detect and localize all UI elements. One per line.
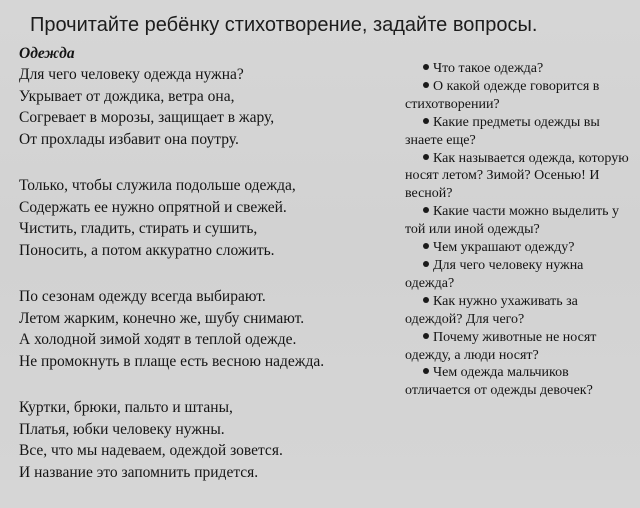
poem-line: И название это запомнить придется. xyxy=(19,463,259,481)
poem-line: Не промокнуть в плаще есть весною надежда. xyxy=(19,352,325,370)
page-heading: Прочитайте ребёнку стихотворение, задайте вопросы. xyxy=(30,14,538,36)
question-item xyxy=(405,257,633,293)
bullet-icon xyxy=(423,82,429,88)
poem-line: Все, что мы надеваем, одеждой зовется. xyxy=(19,442,283,459)
question-item xyxy=(405,60,633,78)
question-item xyxy=(405,239,633,257)
poem-line: Только, чтобы служила подольше одежда, xyxy=(19,177,296,194)
poem-line: Летом жарким, конечно же, шубу снимают. xyxy=(19,309,305,327)
poem-stanza-2 xyxy=(19,175,399,261)
poem-title: Одежда xyxy=(19,45,75,62)
question-text: Как называется одежда, которую носят летом? Зимой? Осенью! И весной? xyxy=(405,150,629,202)
poem-line: Поносить, а потом аккуратно сложить. xyxy=(19,241,275,259)
bullet-icon xyxy=(423,333,429,339)
bullet-icon xyxy=(423,261,429,267)
question-item xyxy=(405,114,633,150)
poem-line: Чистить, гладить, стирать и сушить, xyxy=(19,220,258,237)
question-item xyxy=(405,203,633,239)
question-text: Чем украшают одежду? xyxy=(433,240,575,256)
poem-stanza-3 xyxy=(19,286,399,372)
question-item xyxy=(405,150,633,204)
bullet-icon xyxy=(423,154,429,160)
question-item xyxy=(405,364,633,400)
poem-line: Платья, юбки человеку нужны. xyxy=(19,420,225,438)
question-text: О какой одежде говорится в стихотворении? xyxy=(405,78,600,112)
poem-line: Содержать ее нужно опрятной и свежей. xyxy=(19,198,287,216)
question-item xyxy=(405,78,633,114)
question-text: Для чего человеку нужна одежда? xyxy=(405,257,584,291)
question-text: Какие предметы одежды вы знаете еще? xyxy=(405,114,600,148)
poem-stanza-4 xyxy=(19,397,399,483)
poem-line: По сезонам одежду всегда выбирают. xyxy=(19,288,266,305)
bullet-icon xyxy=(423,207,429,213)
poem xyxy=(19,44,399,508)
question-item xyxy=(405,293,633,329)
poem-stanza-1 xyxy=(19,64,399,150)
question-text: Что такое одежда? xyxy=(433,61,544,76)
bullet-icon xyxy=(423,368,429,374)
bullet-icon xyxy=(423,118,429,124)
question-list xyxy=(405,60,633,400)
poem-line: А холодной зимой ходят в теплой одежде. xyxy=(19,331,297,348)
question-item xyxy=(405,329,633,365)
question-text: Как нужно ухаживать за одеждой? Для чего? xyxy=(405,293,578,327)
poem-line: От прохлады избавит она поутру. xyxy=(19,130,239,148)
bullet-icon xyxy=(423,297,429,303)
bullet-icon xyxy=(423,64,429,70)
poem-line: Куртки, брюки, пальто и штаны, xyxy=(19,399,233,416)
poem-line: Для чего человеку одежда нужна? xyxy=(19,66,244,83)
question-text: Чем одежда мальчиков отличается от одежды девочек? xyxy=(405,365,593,399)
question-text: Какие части можно выделить у той или иной одежды? xyxy=(405,204,619,238)
question-text: Почему животные не носят одежду, а люди носят? xyxy=(405,329,597,363)
bullet-icon xyxy=(423,243,429,249)
poem-line: Укрывает от дождика, ветра она, xyxy=(19,87,235,105)
poem-line: Согревает в морозы, защищает в жару, xyxy=(19,109,275,126)
